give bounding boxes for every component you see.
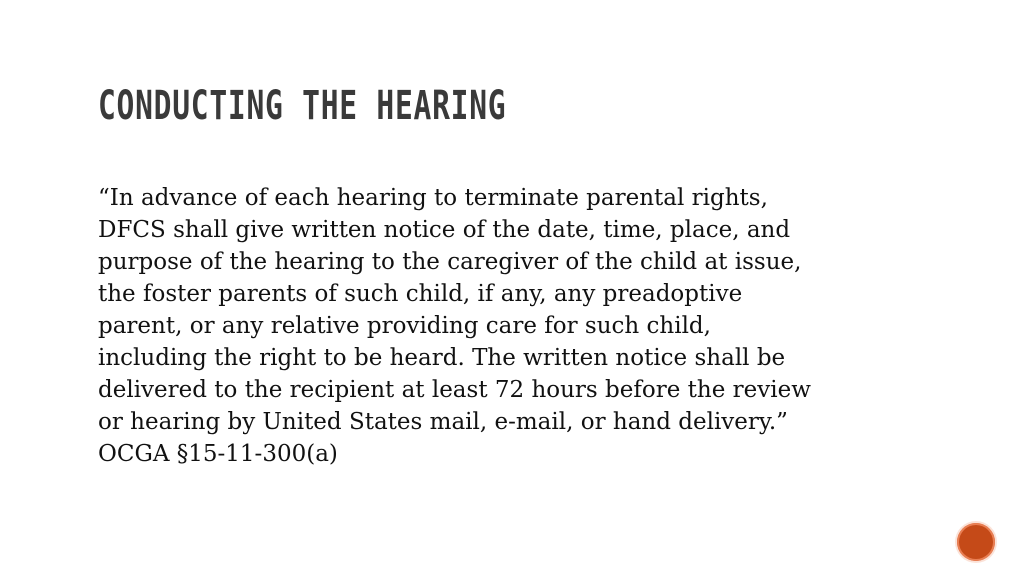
body-line-5: parent, or any relative providing care for such child, — [98, 313, 711, 339]
body-line-9: OCGA §15-11-300(a) — [98, 441, 338, 467]
body-line-7: delivered to the recipient at least 72 hours before the review — [98, 377, 811, 403]
body-line-6: including the right to be heard. The written notice shall be — [98, 345, 786, 371]
body-line-1: “In advance of each hearing to terminate parental rights, — [98, 185, 768, 211]
body-line-8: or hearing by United States mail, e-mail, or hand delivery.” — [98, 409, 788, 435]
slide-body — [98, 182, 958, 470]
body-line-3: purpose of the hearing to the caregiver of the child at issue, — [98, 249, 802, 275]
slide-title: CONDUCTING THE HEARING — [98, 83, 507, 129]
body-line-4: the foster parents of such child, if any, any preadoptive — [98, 281, 743, 307]
body-line-2: DFCS shall give written notice of the date, time, place, and — [98, 217, 791, 243]
page-number-badge — [957, 523, 995, 561]
